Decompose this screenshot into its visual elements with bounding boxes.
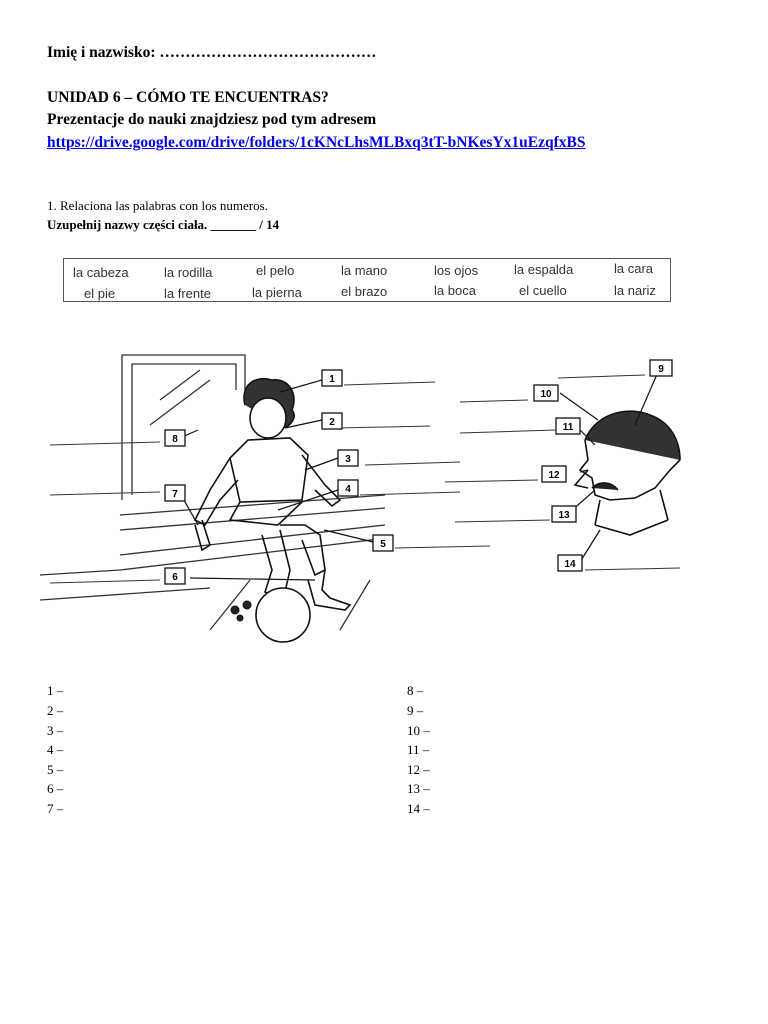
body-parts-illustration <box>40 330 720 650</box>
label-9: 9 <box>658 364 664 375</box>
word-bank-word: el pelo <box>256 263 295 278</box>
label-7: 7 <box>172 489 178 500</box>
instruction-es: 1. Relaciona las palabras con los numeros. <box>47 198 268 213</box>
word-bank-word: la mano <box>341 263 388 278</box>
label-1: 1 <box>329 374 335 385</box>
word-bank-word: la pierna <box>252 285 302 300</box>
label-8: 8 <box>172 434 178 445</box>
answer-row: 6 – <box>47 781 64 796</box>
answer-row: 13 – <box>407 781 430 796</box>
label-3: 3 <box>345 454 351 465</box>
presentations-line: Prezentacje do nauki znajdziesz pod tym adresem <box>47 111 377 128</box>
label-10: 10 <box>540 389 552 400</box>
drive-link[interactable]: https://drive.google.com/drive/folders/1cKNcLhsMLBxq3tT-bNKesYx1uEzqfxBS <box>47 134 586 151</box>
name-line: Imię i nazwisko: …………………………………… <box>47 44 377 61</box>
word-bank-word: la espalda <box>514 262 574 277</box>
answer-row: 14 – <box>407 801 430 816</box>
word-bank-word: la rodilla <box>164 265 213 280</box>
answer-row: 12 – <box>407 762 430 777</box>
label-11: 11 <box>562 422 574 433</box>
word-bank-word: la nariz <box>614 283 656 298</box>
answer-row: 1 – <box>47 683 64 698</box>
label-4: 4 <box>345 484 351 495</box>
answer-row: 10 – <box>407 723 430 738</box>
answer-row: 9 – <box>407 703 424 718</box>
label-5: 5 <box>380 539 386 550</box>
answer-row: 3 – <box>47 723 64 738</box>
word-bank-word: el brazo <box>341 284 388 299</box>
answer-row: 2 – <box>47 703 64 718</box>
label-6: 6 <box>172 572 178 583</box>
word-bank-word: la frente <box>164 286 211 301</box>
word-bank-word: los ojos <box>434 263 479 278</box>
football-drawing <box>256 588 310 642</box>
answer-row: 4 – <box>47 742 64 757</box>
word-bank <box>63 258 671 302</box>
answer-row: 5 – <box>47 762 64 777</box>
word-bank-word: la boca <box>434 283 476 298</box>
man-head-drawing <box>575 411 680 535</box>
word-bank-word: el cuello <box>519 283 567 298</box>
label-14: 14 <box>564 559 576 570</box>
label-13: 13 <box>558 510 570 521</box>
word-bank-word: la cara <box>614 261 654 276</box>
word-bank-word: la cabeza <box>73 265 129 280</box>
label-2: 2 <box>329 417 335 428</box>
answer-row: 8 – <box>407 683 424 698</box>
instruction-pl: Uzupełnij nazwy części ciała. _______ / 14 <box>47 217 280 232</box>
label-12: 12 <box>548 470 560 481</box>
answer-row: 7 – <box>47 801 64 816</box>
cleats-drawing <box>231 601 251 621</box>
word-bank-word: el pie <box>84 286 116 301</box>
locker-room-drawing <box>40 355 388 630</box>
unit-title: UNIDAD 6 – CÓMO TE ENCUENTRAS? <box>47 89 329 106</box>
answer-row: 11 – <box>407 742 430 757</box>
